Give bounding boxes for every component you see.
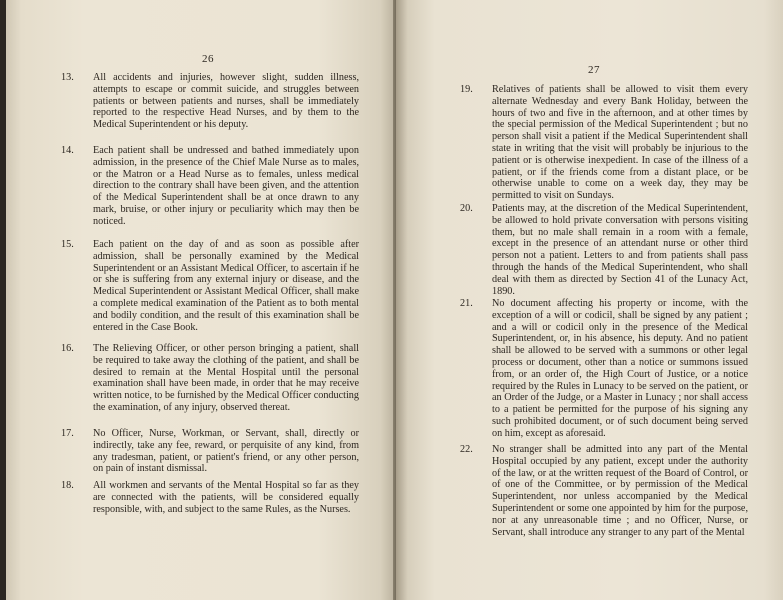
- rule-number: 21.: [460, 298, 473, 309]
- rule-text: All workmen and servants of the Mental Hospital so far as they are connected with the patients, will be considered equally responsible, with, and subject to the same Rules, as the Nurses.: [93, 480, 359, 515]
- rule-15: [61, 239, 359, 333]
- rule-number: 19.: [460, 84, 473, 95]
- rule-13: [61, 72, 359, 131]
- rule-16: [61, 343, 359, 414]
- left-page: [6, 0, 396, 600]
- rule-text: Patients may, at the discretion of the Medical Superintendent, be allowed to hold private conversation with persons visiting them, but no male shall remain in a room with a female, except in the presence of an attendant nurse or other third person not a patient. Letters to and from patients shall pass through the hands of the Medical Superintendent, who shall deal with them as directed by Section 41 of the Lunacy Act, 1890.: [492, 203, 748, 297]
- rule-number: 17.: [61, 428, 74, 439]
- rule-17: [61, 428, 359, 475]
- rule-number: 13.: [61, 72, 74, 83]
- rule-20: [460, 203, 748, 297]
- rule-text: The Relieving Officer, or other person bringing a patient, shall be required to take away the clothing of the patient, and shall be desired to remain at the Mental Hospital until the personal examination shall have been made, in order that he may receive written notice, to be furnished by the Medical Officer conducting the examination, of any injury, observed thereat.: [93, 343, 359, 413]
- rule-number: 20.: [460, 203, 473, 214]
- rule-text: No stranger shall be admitted into any part of the Mental Hospital occupied by any patient, except under the authority of the law, or at the written request of the Board of Control, or of one of the Committee, or by permission of the Medical Superintendent, nor unless accompanied by the Medical Superintendent or some one appointed by him for the purpose, nor at any unreasonable time ; and no Officer, Nurse, or Servant, shall introduce any stranger to any part of the Mental: [492, 444, 748, 538]
- rule-number: 15.: [61, 239, 74, 250]
- rule-text: No Officer, Nurse, Workman, or Servant, shall, directly or indirectly, take any fee, reward, or perquisite of any kind, from any tradesman, patient, or patient's friend, or any other person, on pain of instant dismissal.: [93, 428, 359, 475]
- rule-18: [61, 480, 359, 515]
- rule-number: 22.: [460, 444, 473, 455]
- rule-19: [460, 84, 748, 202]
- rule-text: Each patient shall be undressed and bathed immediately upon admission, in the presence of the Chief Male Nurse as to males, or the Matron or a Head Nurse as to females, unless medical direction to the contrary shall have been given, and the attention of the Medical Superintendent shall be at once drawn to any mark, bruise, or other injury or peculiarity which may then be noticed.: [93, 145, 359, 227]
- rule-text: Each patient on the day of and as soon as possible after admission, shall be personally examined by the Medical Superintendent or an Assistant Medical Officer, to ascertain if he or she is suffering from any external injury or disease, and the Medical Superintendent or Assistant Medical Officer, shall make a complete medical examination of the Patient as to both mental and bodily condition, and the result of this examination shall be entered in the Case Book.: [93, 239, 359, 333]
- rule-21: [460, 298, 748, 440]
- rule-22: [460, 444, 748, 538]
- rule-number: 18.: [61, 480, 74, 491]
- rule-14: [61, 145, 359, 228]
- rule-number: 14.: [61, 145, 74, 156]
- page-number-left: 26: [202, 53, 214, 65]
- rule-text: Relatives of patients shall be allowed to visit them every alternate Wednesday and every Bank Holiday, between the hours of two and five in the afternoon, and at other times by the special permission of the Medical Superintendent ; but no person shall visit a patient if the Medical Superintendent shall state in writing that the visit will probably be injurious to the patient or is otherwise inexpedient. In case of the illness of a patient, or if the friends come from a distant place, or be otherwise unable to come on a week day, they may be permitted to visit on Sundays.: [492, 84, 748, 202]
- rule-number: 16.: [61, 343, 74, 354]
- rule-text: All accidents and injuries, however slight, sudden illness, attempts to escape or commit suicide, and struggles between patients or between patients and nurses, shall be immediately reported to the respective Head Nurses, and by them to the Medical Superintendent or his deputy.: [93, 72, 359, 131]
- right-page: [396, 0, 783, 600]
- rule-text: No document affecting his property or income, with the exception of a will or codicil, shall be signed by any patient ; and a will or codicil only in the presence of the Medical Superintendent, or, in his absence, his deputy. And no patient shall be allowed to be served with a summons or other legal process or document, other than a notice or summons issued from, or an order of, the High Court of Justice, or a notice required by the Rules in Lunacy to be served on the patient, or an Order of the Judge, or a Master in Lunacy ; nor shall access to a patient be permitted for the purpose of his signing any such prohibited document, or of such document being served on him, except as aforesaid.: [492, 298, 748, 439]
- page-number-right: 27: [588, 64, 600, 76]
